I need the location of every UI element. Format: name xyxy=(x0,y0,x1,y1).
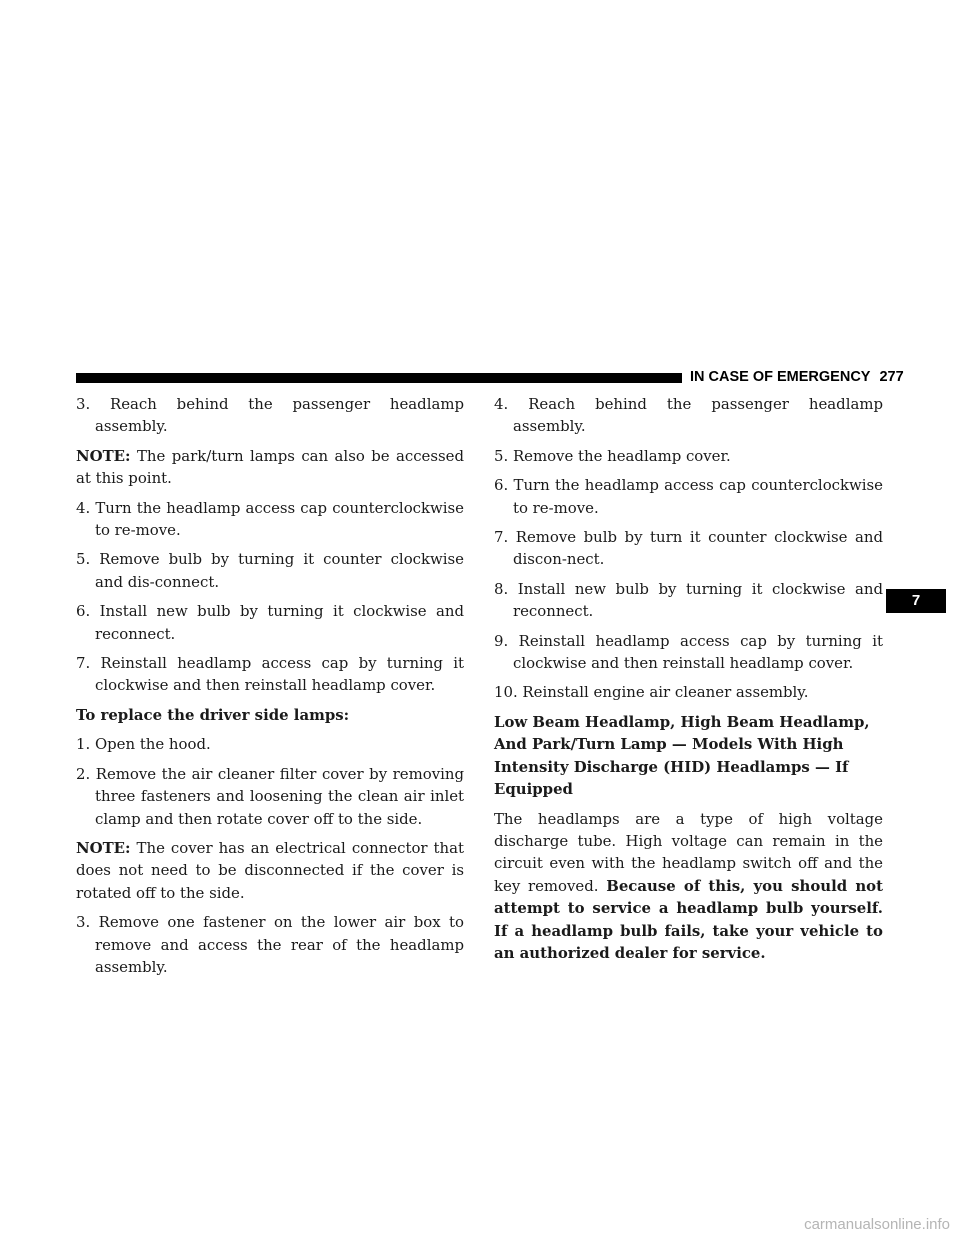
step-4-passenger: 4. Turn the headlamp access cap counterclockwise to re-move. xyxy=(76,498,464,540)
chapter-tab: 7 xyxy=(886,589,946,613)
step-5-passenger: 5. Remove bulb by turning it counter clockwise and dis-connect. xyxy=(76,550,464,591)
hid-warning: Because of this, you should not attempt to service a headlamp bulb yourself. If a headlamp bulb fails, take your vehicle to an authorized dealer for service. xyxy=(494,876,883,962)
header-rule xyxy=(76,373,682,383)
step-10-driver: 10. Reinstall engine air cleaner assembly. xyxy=(494,683,809,702)
note-label: NOTE: xyxy=(76,446,131,465)
step-3-driver: 3. Remove one fastener on the lower air box to remove and access the rear of the headlamp assembly. xyxy=(76,913,464,976)
step-7-driver: 7. Remove bulb by turn it counter clockwise and discon-nect. xyxy=(494,528,883,569)
watermark: carmanualsonline.info xyxy=(804,1216,950,1233)
hid-section-heading: Low Beam Headlamp, High Beam Headlamp, And Park/Turn Lamp — Models With High Intensity Discharge (HID) Headlamps — If Equipped xyxy=(494,712,870,799)
hid-text: The headlamps are a type of high voltage discharge tube. High voltage can remain in the circuit even with the headlamp switch off and the key removed. xyxy=(494,809,883,895)
hid-paragraph xyxy=(494,808,883,965)
step-2-driver: 2. Remove the air cleaner filter cover by removing three fasteners and loosening the clean air inlet clamp and then rotate cover off to the side. xyxy=(76,764,464,828)
step-5-driver: 5. Remove the headlamp cover. xyxy=(494,446,731,465)
running-header xyxy=(690,365,904,389)
left-column xyxy=(76,393,464,985)
page-number: 277 xyxy=(879,369,904,385)
step-4-driver: 4. Reach behind the passenger headlamp assembly. xyxy=(494,395,883,436)
note-text: The park/turn lamps can also be accessed at this point. xyxy=(76,446,464,488)
step-8-driver: 8. Install new bulb by turning it clockwise and reconnect. xyxy=(494,579,883,621)
note-cover-connector xyxy=(76,837,464,904)
step-7-passenger: 7. Reinstall headlamp access cap by turning it clockwise and then reinstall headlamp cover. xyxy=(76,654,464,695)
step-6-driver: 6. Turn the headlamp access cap counterclockwise to re-move. xyxy=(494,476,883,517)
step-6-passenger: 6. Install new bulb by turning it clockwise and reconnect. xyxy=(76,602,464,643)
note-park-turn xyxy=(76,445,464,490)
section-title: IN CASE OF EMERGENCY xyxy=(690,369,871,385)
note-text: The cover has an electrical connector that does not need to be disconnected if the cover is rotated off to the side. xyxy=(76,838,464,902)
step-9-driver: 9. Reinstall headlamp access cap by turning it clockwise and then reinstall headlamp cover. xyxy=(494,631,883,673)
step-3-passenger: 3. Reach behind the passenger headlamp assembly. xyxy=(76,395,464,436)
note-label: NOTE: xyxy=(76,838,131,857)
driver-side-heading: To replace the driver side lamps: xyxy=(76,705,350,724)
step-1-driver: 1. Open the hood. xyxy=(76,735,211,754)
right-column xyxy=(494,393,883,971)
